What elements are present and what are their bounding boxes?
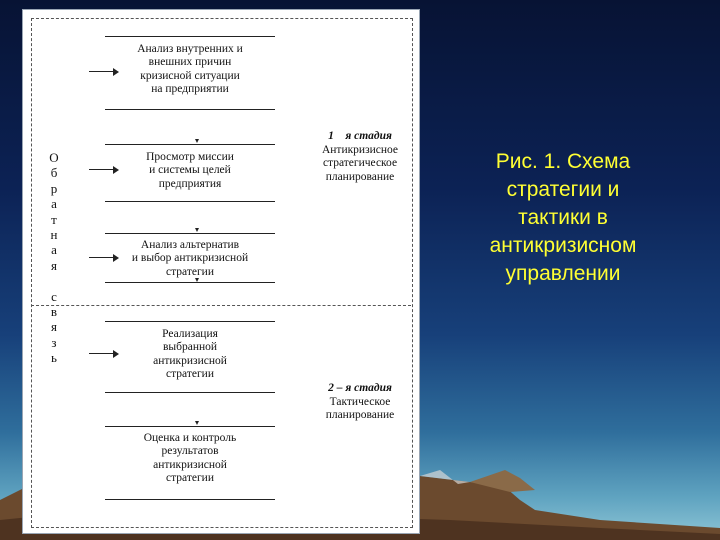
step-4-top-line	[105, 321, 275, 322]
step-5-bottom-line	[105, 499, 275, 500]
step-2-bottom-line	[105, 201, 275, 202]
stage-separator	[31, 305, 411, 306]
step-1-arrow	[89, 68, 119, 76]
step-4-label: Реализация выбранной антикризисной стратегии	[153, 328, 227, 380]
step-2-down-arrow-icon	[195, 139, 199, 143]
stage-1	[310, 130, 410, 184]
stage-2-title: 2 – я стадия	[328, 382, 392, 394]
feedback-label: О б р а т н а я с в я з ь	[49, 150, 59, 366]
step-5-down-arrow-icon	[195, 421, 199, 425]
step-4-arrow	[89, 350, 119, 358]
step-3-out-arrow-icon	[195, 278, 199, 282]
step-3-bottom-line	[105, 282, 275, 283]
stage-2	[310, 382, 410, 423]
diagram-panel	[22, 9, 420, 534]
step-5-label: Оценка и контроль результатов антикризисной стратегии	[143, 432, 237, 484]
step-1-bottom-line	[105, 109, 275, 110]
step-5-top-line	[105, 426, 275, 427]
step-2-label: Просмотр миссии и системы целей предприятия	[146, 151, 234, 190]
stage-1-desc: Антикризисное стратегическое планирование	[321, 143, 399, 183]
step-2-arrow	[89, 166, 119, 174]
step-2-top-line	[105, 144, 275, 145]
slide-caption: Рис. 1. Схема стратегии и тактики в антикризисном управлении	[489, 150, 637, 285]
step-3-top-line	[105, 233, 275, 234]
step-3-down-arrow-icon	[195, 228, 199, 232]
step-1-label: Анализ внутренних и внешних причин кризисной ситуации на предприятии	[137, 43, 243, 95]
stage-2-desc: Тактическое планирование	[325, 395, 395, 421]
step-4-bottom-line	[105, 392, 275, 393]
step-3-label: Анализ альтернатив и выбор антикризисной стратегии	[131, 239, 249, 278]
step-1-top-line	[105, 36, 275, 37]
step-3-arrow	[89, 254, 119, 262]
stage-1-title: 1 я стадия	[328, 130, 392, 142]
